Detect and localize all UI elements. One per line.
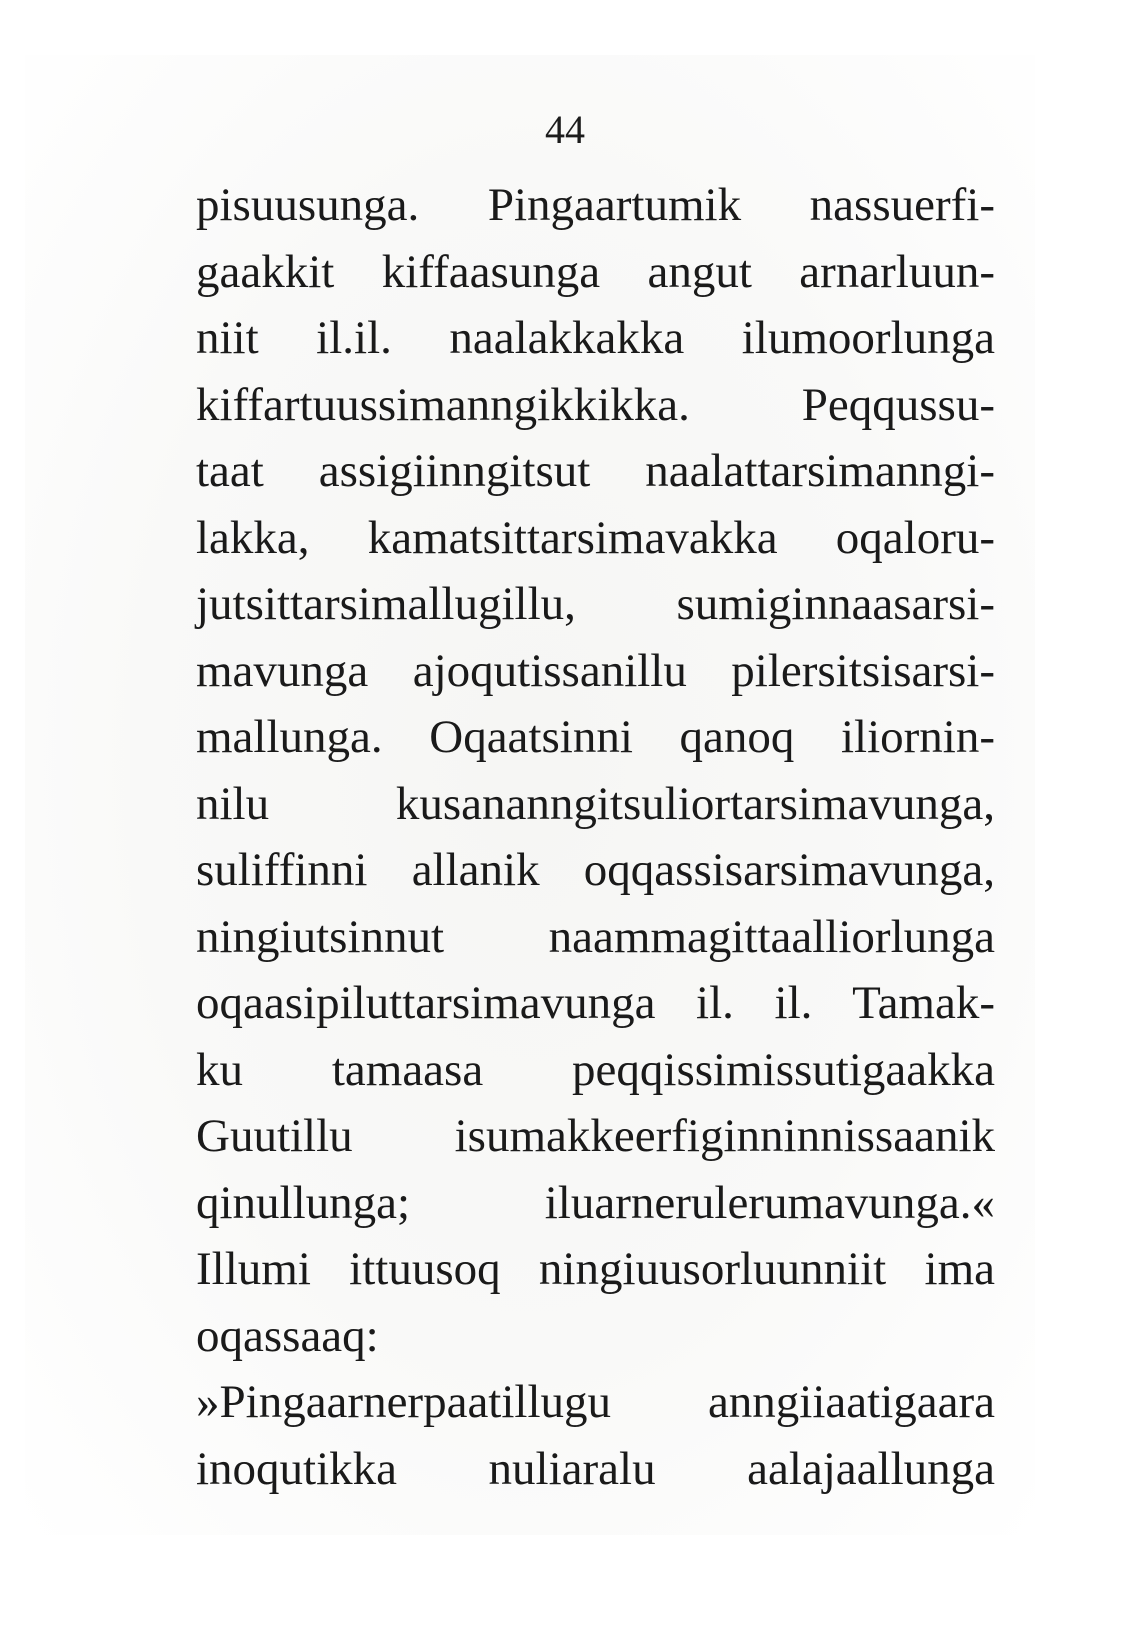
text-line: inoqutikka nuliaralu aalajaallunga xyxy=(196,1442,995,1495)
text-line: ningiutsinnut naammagittaalliorlunga xyxy=(196,910,995,963)
text-line: lakka, kamatsittarsimavakka oqaloru- xyxy=(196,511,995,564)
text-line: mavunga ajoqutissanillu pilersitsisarsi- xyxy=(196,644,995,697)
text-line: pisuusunga. Pingaartumik nassuerfi- xyxy=(196,179,995,231)
text-line: nilu kusananngitsuliortarsimavunga, xyxy=(196,777,995,830)
text-line: jutsittarsimallugillu, sumiginnaasarsi- xyxy=(196,578,995,630)
text-line: Illumi ittuusoq ningiuusorluunniit ima xyxy=(196,1243,995,1295)
text-line: taat assigiinngitsut naalattarsimanngi- xyxy=(196,445,995,497)
text-line: suliffinni allanik oqqassisarsimavunga, xyxy=(196,844,995,896)
text-line: mallunga. Oqaatsinni qanoq iliornin- xyxy=(196,711,995,763)
text-line: gaakkit kiffaasunga angut arnarluun- xyxy=(196,245,995,298)
body-text xyxy=(196,172,995,1502)
page-number: 44 xyxy=(545,107,585,152)
text-line: kiffartuussimanngikkikka. Peqqussu- xyxy=(196,378,995,431)
text-line: niit il.il. naalakkakka ilumoorlunga xyxy=(196,312,995,364)
text-line: oqassaaq: xyxy=(196,1309,379,1362)
text-line: qinullunga; iluarnerulerumavunga.« xyxy=(196,1176,995,1229)
text-line: oqaasipiluttarsimavunga il. il. Tamak- xyxy=(196,977,995,1029)
text-line: ku tamaasa peqqissimissutigaakka xyxy=(196,1043,995,1096)
text-line: Guutillu isumakkeerfiginninnissaanik xyxy=(196,1110,995,1162)
text-line: »Pingaarnerpaatillugu anngiiaatigaara xyxy=(196,1376,995,1428)
